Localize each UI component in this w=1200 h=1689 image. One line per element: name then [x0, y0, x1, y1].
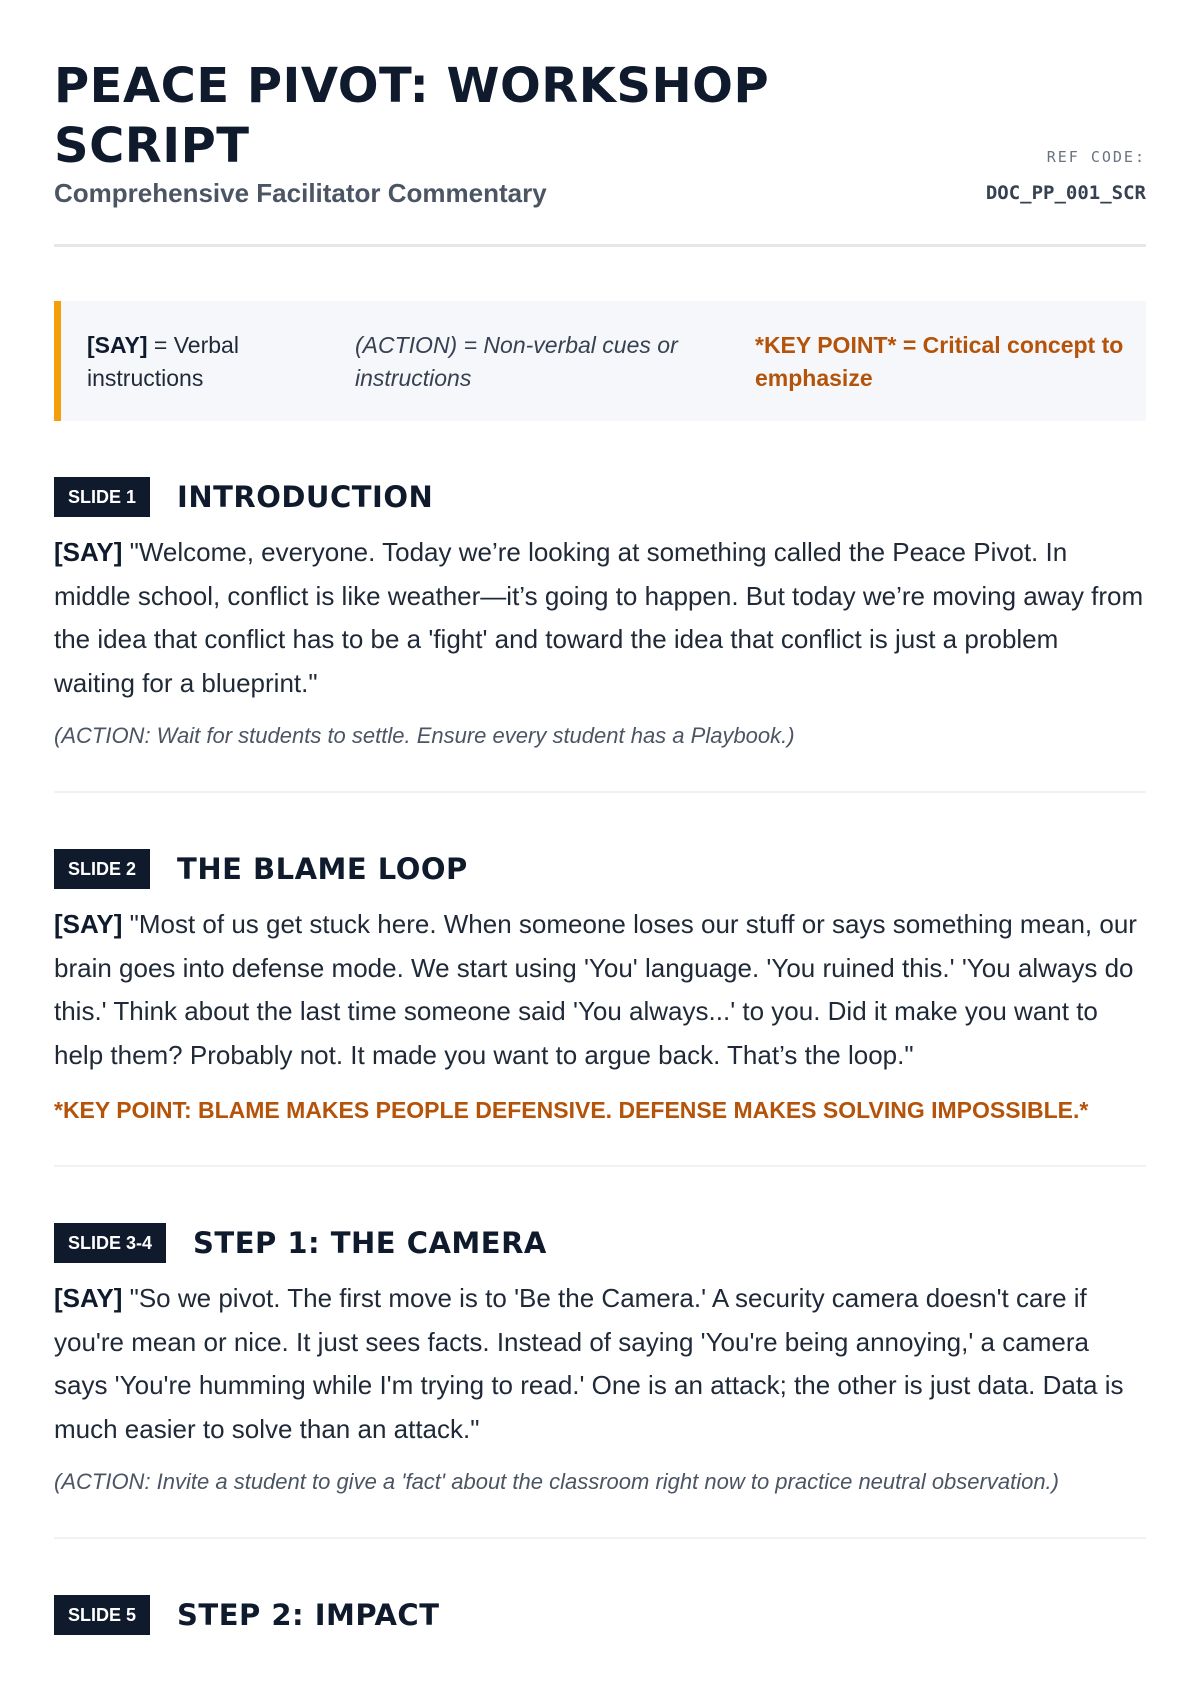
legend-say-tag: [SAY] — [87, 332, 148, 358]
say-tag: [SAY] — [54, 1283, 123, 1313]
action-note: (ACTION: Wait for students to settle. Ensure every student has a Playbook.) — [54, 723, 795, 748]
slide-header — [54, 477, 1146, 517]
ref-label: REF CODE: — [1046, 148, 1146, 166]
slide-badge: SLIDE 2 — [54, 849, 150, 889]
say-text: "So we pivot. The first move is to 'Be the Camera.' A security camera doesn't care if you're mean or nice. It just sees facts. Instead of saying 'You're being annoying,' a camera says 'You're humming while I'm trying to read.' One is an attack; the other is just data. Data is much easier to solve than an attack." — [54, 1283, 1124, 1444]
slide-title: STEP 2: IMPACT — [177, 1598, 440, 1632]
say-paragraph — [54, 903, 1146, 1077]
slide-header — [54, 1223, 1146, 1263]
slide-title: INTRODUCTION — [177, 480, 434, 514]
say-tag: [SAY] — [54, 909, 123, 939]
say-text: "Welcome, everyone. Today we’re looking at something called the Peace Pivot. In middle school, conflict is like weather—it’s going to happen. But today we’re moving away from the idea that conflict has to be a 'fight' and toward the idea that conflict is just a problem waiting for a blueprint." — [54, 537, 1144, 698]
legend-say — [87, 329, 355, 421]
slide-section-1 — [54, 421, 1146, 793]
slide-title: THE BLAME LOOP — [177, 852, 468, 886]
legend-box — [54, 301, 1146, 421]
page-subtitle: Comprehensive Facilitator Commentary — [54, 178, 547, 208]
action-note: (ACTION: Invite a student to give a 'fact' about the classroom right now to practice neutral observation.) — [54, 1469, 1059, 1494]
slide-header — [54, 1595, 1146, 1635]
say-text: "Most of us get stuck here. When someone loses our stuff or says something mean, our brain goes into defense mode. We start using 'You' language. 'You ruined this.' 'You always do this.' Think about the last time someone said 'You always...' to you. Did it make you want to help them? Probably not. It made you want to argue back. That’s the loop." — [54, 909, 1137, 1070]
key-point-note: *KEY POINT: BLAME MAKES PEOPLE DEFENSIVE. DEFENSE MAKES SOLVING IMPOSSIBLE.* — [54, 1097, 1089, 1123]
say-paragraph — [54, 1277, 1146, 1451]
slide-section-4 — [54, 1539, 1146, 1689]
slide-section-3 — [54, 1167, 1146, 1539]
ref-block — [986, 148, 1146, 204]
say-paragraph — [54, 531, 1146, 705]
ref-code: DOC_PP_001_SCR — [985, 182, 1146, 204]
legend-key-point: *KEY POINT* = Critical concept to emphasize — [755, 332, 1124, 391]
slide-title: STEP 1: THE CAMERA — [193, 1226, 547, 1260]
say-tag: [SAY] — [54, 537, 123, 567]
slide-badge: SLIDE 3-4 — [54, 1223, 166, 1263]
legend-say-text: = Verbal instructions — [87, 332, 239, 391]
slide-badge: SLIDE 5 — [54, 1595, 150, 1635]
slide-header — [54, 849, 1146, 889]
legend-action: (ACTION) = Non-verbal cues or instructions — [355, 332, 678, 391]
page-title: PEACE PIVOT: WORKSHOP SCRIPT — [54, 58, 770, 174]
slide-badge: SLIDE 1 — [54, 477, 150, 517]
slide-section-2 — [54, 793, 1146, 1167]
document-header — [54, 0, 1146, 247]
